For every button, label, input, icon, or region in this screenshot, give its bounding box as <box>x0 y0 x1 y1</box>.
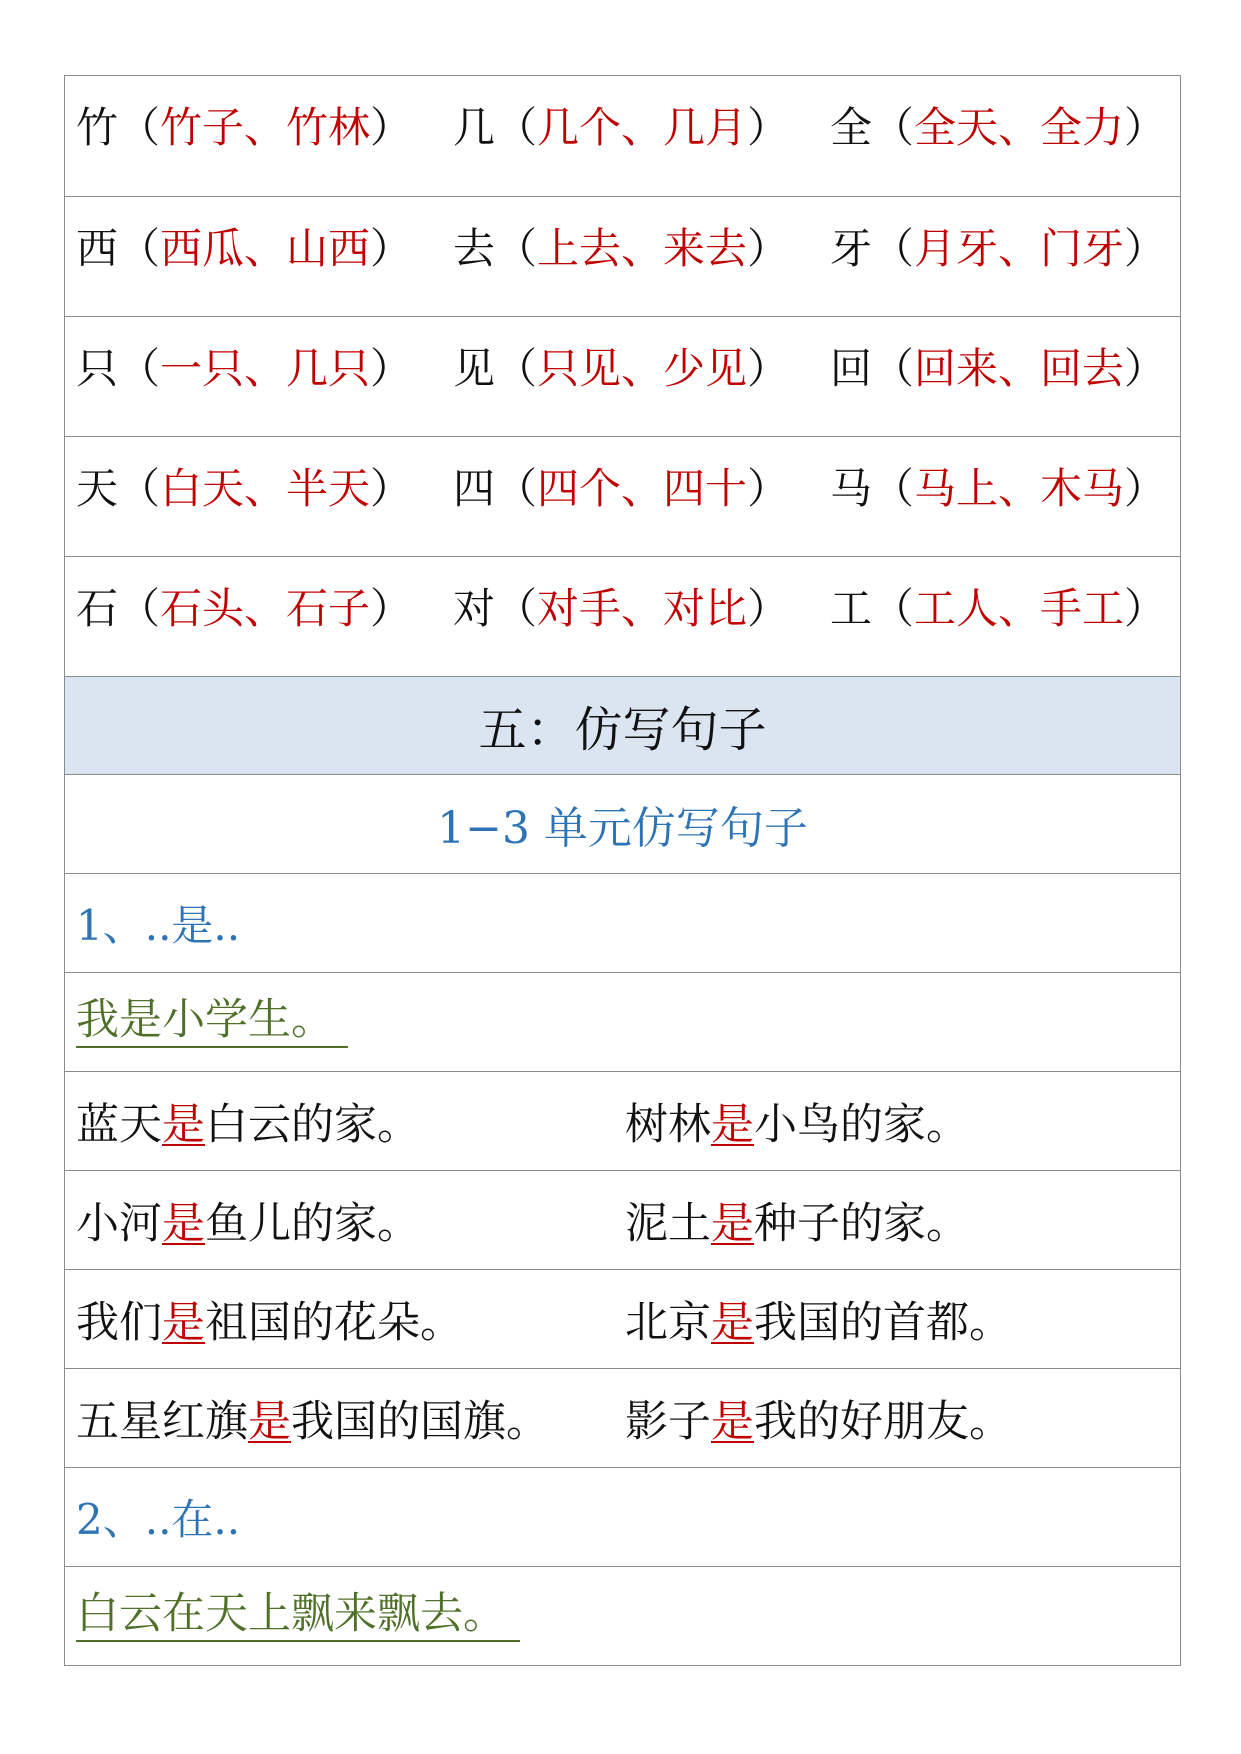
paren-close: ） <box>370 343 413 393</box>
paren-close: ） <box>747 463 790 513</box>
paren-open: （ <box>872 463 915 513</box>
paren-open: （ <box>118 103 161 152</box>
vocab-group <box>76 576 453 636</box>
paren-open: （ <box>872 583 915 633</box>
vocab-words: 白天、半天 <box>160 463 371 513</box>
vocab-char: 马 <box>830 463 873 513</box>
paren-close: ） <box>747 103 790 152</box>
sentence-keyword: 是 <box>711 1297 754 1348</box>
vocab-words: 只见、少见 <box>537 343 748 393</box>
vocab-group <box>76 336 453 396</box>
vocab-char: 牙 <box>830 223 873 273</box>
section-title: 五：仿写句子 <box>478 702 767 758</box>
vocab-group <box>830 576 1166 636</box>
vocab-group <box>453 216 830 276</box>
paren-open: （ <box>118 583 161 633</box>
vocab-char: 去 <box>453 223 496 273</box>
vocab-char: 四 <box>453 463 496 513</box>
paren-close: ） <box>370 103 413 152</box>
vocab-words: 全天、全力 <box>914 103 1125 152</box>
vocab-words: 对手、对比 <box>537 583 748 633</box>
vocab-words: 几个、几月 <box>537 103 748 152</box>
sentence-keyword: 是 <box>711 1099 754 1150</box>
paren-open: （ <box>872 343 915 393</box>
sentence-pre: 影子 <box>625 1396 711 1447</box>
section-header-row <box>65 676 1180 774</box>
paren-open: （ <box>118 343 161 393</box>
example-row <box>65 1566 1180 1665</box>
vocab-row <box>65 196 1180 316</box>
sentence-cell <box>76 1289 625 1350</box>
vocab-group <box>830 216 1166 276</box>
vocab-char: 几 <box>453 103 496 152</box>
vocab-words: 工人、手工 <box>914 583 1125 633</box>
vocab-row <box>65 556 1180 676</box>
vocab-words: 上去、来去 <box>537 223 748 273</box>
vocab-char: 见 <box>453 343 496 393</box>
vocab-char: 石 <box>76 583 119 633</box>
vocab-char: 只 <box>76 343 119 393</box>
vocab-words: 马上、木马 <box>914 463 1125 513</box>
sentence-keyword: 是 <box>162 1099 205 1150</box>
sentence-post: 小鸟的家。 <box>754 1099 969 1150</box>
sentence-row <box>65 1368 1180 1467</box>
vocab-group <box>76 216 453 276</box>
paren-close: ） <box>1124 583 1167 633</box>
sentence-cell <box>625 1091 1174 1152</box>
sentence-post: 鱼儿的家。 <box>205 1198 420 1249</box>
paren-open: （ <box>118 463 161 513</box>
sentence-cell <box>625 1388 1174 1449</box>
sentence-keyword: 是 <box>162 1297 205 1348</box>
sentence-pre: 我们 <box>76 1297 162 1348</box>
vocab-words: 月牙、门牙 <box>914 223 1125 273</box>
vocab-words: 一只、几只 <box>160 343 371 393</box>
paren-open: （ <box>495 343 538 393</box>
sentence-post: 种子的家。 <box>754 1198 969 1249</box>
sentence-cell <box>76 1091 625 1152</box>
sentence-cell <box>76 1388 625 1449</box>
sentence-post: 我国的国旗。 <box>291 1396 549 1447</box>
sentence-pre: 五星红旗 <box>76 1396 248 1447</box>
paren-close: ） <box>1124 343 1167 393</box>
vocab-char: 西 <box>76 223 119 273</box>
vocab-group <box>830 336 1166 396</box>
sentence-row <box>65 1269 1180 1368</box>
sentence-keyword: 是 <box>162 1198 205 1249</box>
sentence-row <box>65 1170 1180 1269</box>
sentence-post: 我的好朋友。 <box>754 1396 1012 1447</box>
sentence-row <box>65 1071 1180 1170</box>
sentence-post: 白云的家。 <box>205 1099 420 1150</box>
sentence-pre: 小河 <box>76 1198 162 1249</box>
vocab-row <box>65 436 1180 556</box>
paren-close: ） <box>1124 223 1167 273</box>
vocab-group <box>453 95 830 155</box>
section-subtitle: 1−3 单元仿写句子 <box>437 803 808 854</box>
paren-close: ） <box>370 463 413 513</box>
paren-close: ） <box>1124 103 1167 152</box>
sentence-keyword: 是 <box>711 1396 754 1447</box>
vocab-group <box>830 95 1166 155</box>
vocab-row <box>65 316 1180 436</box>
vocab-group <box>830 456 1166 516</box>
paren-close: ） <box>747 223 790 273</box>
worksheet-table <box>64 75 1181 1666</box>
sentence-pre: 北京 <box>625 1297 711 1348</box>
paren-open: （ <box>872 223 915 273</box>
vocab-row <box>65 76 1180 196</box>
pattern-label: 2、..在.. <box>76 1495 241 1544</box>
example-sentence: 我是小学生。 <box>76 996 348 1047</box>
sentence-cell <box>625 1289 1174 1350</box>
paren-close: ） <box>747 343 790 393</box>
paren-open: （ <box>118 223 161 273</box>
example-row <box>65 972 1180 1071</box>
vocab-char: 竹 <box>76 103 119 152</box>
vocab-char: 回 <box>830 343 873 393</box>
sentence-post: 我国的首都。 <box>754 1297 1012 1348</box>
vocab-group <box>76 95 453 155</box>
pattern-label-row <box>65 873 1180 972</box>
vocab-group <box>453 456 830 516</box>
paren-open: （ <box>495 103 538 152</box>
vocab-words: 四个、四十 <box>537 463 748 513</box>
sentence-keyword: 是 <box>711 1198 754 1249</box>
vocab-words: 竹子、竹林 <box>160 103 371 152</box>
sentence-pre: 树林 <box>625 1099 711 1150</box>
pattern-label-row <box>65 1467 1180 1566</box>
vocab-char: 工 <box>830 583 873 633</box>
sentence-pre: 蓝天 <box>76 1099 162 1150</box>
paren-close: ） <box>370 583 413 633</box>
vocab-words: 回来、回去 <box>914 343 1125 393</box>
vocab-char: 全 <box>830 103 873 152</box>
sentence-pre: 泥土 <box>625 1198 711 1249</box>
vocab-char: 对 <box>453 583 496 633</box>
subtitle-row <box>65 774 1180 873</box>
vocab-words: 西瓜、山西 <box>160 223 371 273</box>
vocab-char: 天 <box>76 463 119 513</box>
paren-close: ） <box>370 223 413 273</box>
paren-open: （ <box>495 463 538 513</box>
paren-close: ） <box>747 583 790 633</box>
sentence-cell <box>76 1190 625 1251</box>
pattern-label: 1、..是.. <box>76 901 241 950</box>
paren-open: （ <box>495 223 538 273</box>
paren-close: ） <box>1124 463 1167 513</box>
sentence-cell <box>625 1190 1174 1251</box>
sentence-keyword: 是 <box>248 1396 291 1447</box>
paren-open: （ <box>495 583 538 633</box>
paren-open: （ <box>872 103 915 152</box>
sentence-post: 祖国的花朵。 <box>205 1297 463 1348</box>
vocab-words: 石头、石子 <box>160 583 371 633</box>
example-sentence: 白云在天上飘来飘去。 <box>76 1590 520 1641</box>
vocab-group <box>453 576 830 636</box>
vocab-group <box>453 336 830 396</box>
vocab-group <box>76 456 453 516</box>
